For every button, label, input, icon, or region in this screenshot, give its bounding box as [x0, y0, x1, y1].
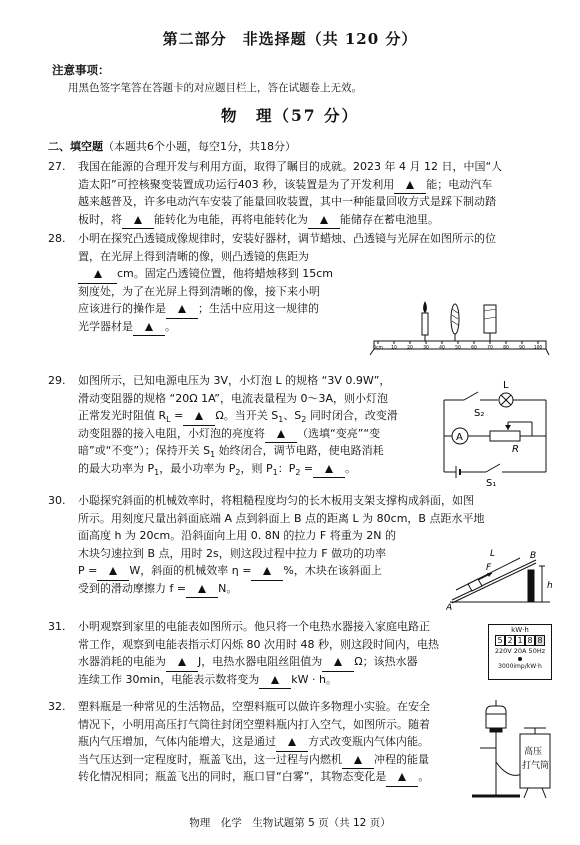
question-number: 31. [48, 620, 66, 633]
q28-line1: 小明在探究凸透镜成像规律时，安装好器材，调节蜡烛、凸透镜与光屏在如图所示的位 [78, 232, 496, 245]
q30-line4: 木块匀速拉到 B 点，用时 2s，则这段过程中拉力 F 做功的功率 [78, 546, 387, 560]
answer-blank-icon [288, 738, 296, 746]
q28-line5: 应该进行的操作是 ；生活中应用这一规律的 [78, 300, 319, 319]
q30-line1: 小聪探究斜面的机械效率时，将粗糙程度均匀的长木板用支架支撑构成斜面，如图 [78, 494, 474, 507]
bench-tick-label: 40 [439, 345, 445, 351]
notice-heading: 注意事项： [52, 63, 110, 77]
answer-blank-icon [195, 412, 203, 420]
optical-bench-figure [368, 283, 550, 355]
answer-blank-icon [109, 567, 117, 575]
point-a-label: A [446, 603, 453, 610]
question-number: 29. [48, 374, 66, 387]
incline-figure [446, 540, 558, 610]
q27-line2: 造太阳”可控核聚变装置成功运行403 秒，该装置是为了开发利用 能；电动汽车 [78, 176, 492, 195]
q29-line4: 动变阻器的接入电阻，小灯泡的亮度将 （选填“变亮”“变 [78, 425, 380, 444]
air-pump-figure [464, 700, 558, 804]
q30-line3: 面高度 h 为 20cm。沿斜面向上用 0. 8N 的拉力 F 将重为 2N 的 [78, 529, 396, 542]
page-footer: 物理 化学 生物试题第 5 页（共 12 页） [189, 817, 391, 829]
answer-blank-icon [94, 270, 102, 278]
length-label: L [490, 549, 496, 559]
q28-line6: 光学器材是 。 [78, 318, 176, 337]
notice-text: 用黑色签字笔答在答题卡的对应题目栏上，答在试题卷上无效。 [68, 82, 362, 94]
q30-line5: P = W，斜面的机械效率 η = %，木块在该斜面上 [78, 562, 382, 581]
q32-line3: 瓶内气压增加，气体内能增大，这是通过 方式改变瓶内气体内能。 [78, 733, 429, 752]
q29-line6: 的最大功率为 $P_1$，最小功率为 $P_2$，则 $P_1$：$P_2$ = 。 [78, 461, 357, 477]
bench-tick-label: 20 [407, 345, 413, 351]
bench-tick-label: 0cm [373, 345, 383, 351]
switch-s1-label: S₁ [486, 478, 497, 486]
bench-tick-label: 100 [533, 345, 543, 351]
answer-blank-icon [277, 430, 285, 438]
q32-line4: 当气压达到一定程度时，瓶盖飞出，这一过程与内燃机 冲程的能量 [78, 751, 429, 770]
ammeter-label: A [456, 432, 463, 443]
height-label: h [547, 581, 553, 591]
force-label: F [486, 563, 492, 573]
section-heading [48, 138, 296, 154]
q31-line3: 水器消耗的电能为 J，电热水器电阻丝阻值为 Ω；该热水器 [78, 653, 418, 672]
lamp-label: L [503, 380, 509, 391]
electricity-meter-figure [488, 624, 552, 680]
q30-line2: 所示。用刻度尺量出斜面底端 A 点到斜面上 B 点的距离 L 为 80cm，B 点距水平地 [78, 511, 485, 525]
answer-blank-icon [178, 305, 186, 313]
switch-s2-label: S₂ [474, 408, 485, 419]
q27-line3: 越来越普及，许多电动汽车安装了能量回收装置，其中一种能量回收方式是踩下制动踏 [78, 195, 496, 208]
q29-line3: 正常发光时阻值 $R_L$ = Ω。当开关 $S_1$、$S_2$ 同时闭合，改变滑 [78, 409, 398, 425]
q27-line1: 我国在能源的合理开发与利用方面，取得了瞩目的成就。2023 年 4 月 12 日，中国“人 [78, 160, 503, 173]
q29-line2: 滑动变阻器的规格 “20Ω 1A”，电流表量程为 0～3A，则小灯泡 [78, 391, 388, 405]
q32-line1: 塑料瓶是一种常见的生活物品，空塑料瓶可以做许多物理小实验。在安全 [78, 700, 430, 713]
answer-blank-icon [354, 756, 362, 764]
answer-blank-icon [271, 676, 279, 684]
bench-tick-label: 80 [503, 345, 509, 351]
meter-imp: 3000imp/kW·h [498, 663, 542, 670]
circuit-figure [424, 378, 554, 486]
resistor-label: R [512, 444, 519, 455]
meter-unit: kW·h [511, 626, 529, 634]
bench-tick-label: 70 [487, 345, 493, 351]
bench-tick-label: 30 [423, 345, 429, 351]
meter-indicator-icon [518, 657, 522, 661]
q31-line1: 小明观察到家里的电能表如图所示。他只将一个电热水器接入家庭电路正 [78, 620, 430, 633]
q32-line5: 转化情况相同；瓶盖飞出的同时，瓶口冒“白雾”，其物态变化是 。 [78, 768, 429, 787]
q28-line2: 置，在光屏上得到清晰的像，则凸透镜的焦距为 [78, 249, 309, 263]
subject-title: 物 理（57 分） [221, 106, 359, 125]
answer-blank-icon [398, 773, 406, 781]
pump-label-line2: 打气筒 [522, 761, 550, 771]
q31-line4: 连续工作 30min，电能表示数将变为 kW · h。 [78, 671, 337, 690]
pump-label-line1: 高压 [524, 747, 543, 757]
section-label: 二、填空题 [48, 140, 103, 153]
answer-blank-icon [263, 567, 271, 575]
answer-blank-icon [134, 216, 142, 224]
bench-tick-label: 10 [391, 345, 397, 351]
q28-line4: 刻度处，为了在光屏上得到清晰的像，接下来小明 [78, 284, 320, 298]
answer-blank-icon [198, 585, 206, 593]
section-desc: （本题共6个小题，每空1分，共18分） [103, 140, 296, 153]
q32-line2: 情况下，小明用高压打气筒往封闭空塑料瓶内打入空气，如图所示。随着 [78, 717, 430, 731]
bench-tick-label: 60 [471, 345, 477, 351]
meter-reading: 5 2 1 8 8 [489, 635, 551, 646]
part-title: 第二部分 非选择题（共 120 分） [162, 30, 418, 48]
question-number: 30. [48, 494, 66, 507]
question-number: 28. [48, 232, 66, 245]
question-number: 27. [48, 160, 66, 173]
bench-tick-label: 90 [519, 345, 525, 351]
answer-blank-icon [406, 181, 414, 189]
point-b-label: B [530, 551, 537, 561]
q28-line3: cm。固定凸透镜位置，他将蜡烛移到 15cm [78, 265, 333, 284]
answer-blank-icon [325, 465, 333, 473]
q29-line5: 暗”或“不变”）；保持开关 $S_1$ 始终闭合，调节电路，使电路消耗 [78, 444, 384, 460]
answer-blank-icon [145, 323, 153, 331]
answer-blank-icon [178, 658, 186, 666]
answer-blank-icon [334, 658, 342, 666]
q30-line6: 受到的滑动摩擦力 f = N。 [78, 580, 237, 599]
bench-tick-label: 50 [455, 345, 461, 351]
meter-rating: 220V 20A 50Hz [494, 647, 546, 655]
q27-line4: 板时，将 能转化为电能，再将电能转化为 能储存在蓄电池里。 [78, 211, 439, 230]
answer-blank-icon [320, 216, 328, 224]
q29-line1: 如图所示，已知电源电压为 3V，小灯泡 L 的规格 “3V 0.9W”， [78, 374, 391, 387]
q31-line2: 常工作，观察到电能表指示灯闪烁 80 次用时 48 秒，则这段时间内，电热 [78, 637, 439, 651]
question-number: 32. [48, 700, 66, 713]
